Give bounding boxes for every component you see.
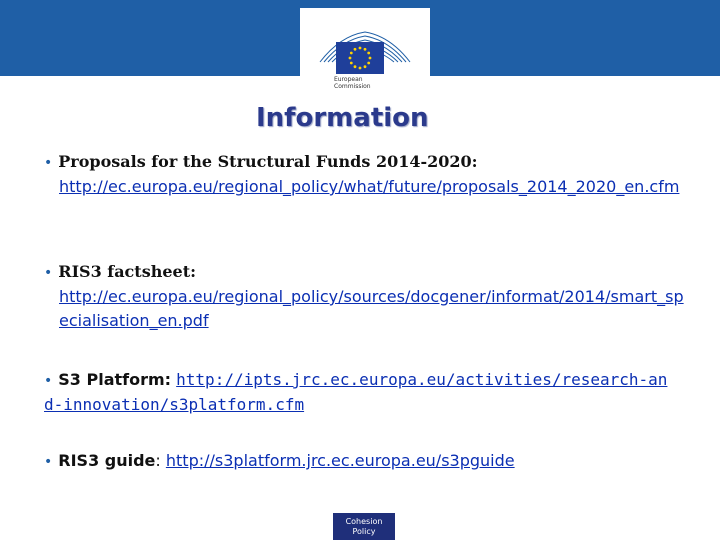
item-separator: : [155, 451, 166, 470]
bullet-icon: • [44, 155, 53, 171]
logo-line-2: Commission [334, 83, 371, 90]
eu-flag-icon [336, 42, 384, 74]
bullet-icon: • [44, 373, 53, 389]
item-label: RIS3 factsheet: [58, 262, 196, 281]
badge-line-1: Cohesion [345, 517, 383, 526]
bullet-icon: • [44, 265, 53, 281]
badge-line-2: Policy [352, 527, 376, 536]
european-commission-logo [300, 8, 430, 100]
factsheet-link[interactable]: http://ec.europa.eu/regional_policy/sources/docgener/informat/2014/smart_specialisation_en.pdf [59, 287, 684, 330]
item-label: S3 Platform: [58, 370, 172, 389]
cohesion-policy-badge [333, 513, 395, 540]
page-title: Information [256, 103, 429, 133]
bullet-icon: • [44, 454, 53, 470]
logo-text [334, 76, 371, 90]
info-item-guide [44, 449, 694, 474]
item-label: RIS3 guide [58, 451, 156, 470]
info-item-platform [44, 368, 674, 417]
platform-link[interactable]: http://ipts.jrc.ec.europa.eu/activities/research-and-innovation/s3platform.cfm [44, 370, 668, 414]
info-item-factsheet [44, 260, 684, 333]
guide-link[interactable]: http://s3platform.jrc.ec.europa.eu/s3pguide [165, 451, 515, 470]
info-item-proposals [44, 150, 694, 199]
logo-line-1: European [334, 76, 363, 83]
proposals-link[interactable]: http://ec.europa.eu/regional_policy/what/future/proposals_2014_2020_en.cfm [59, 177, 680, 196]
item-label: Proposals for the Structural Funds 2014-2020: [58, 152, 478, 171]
